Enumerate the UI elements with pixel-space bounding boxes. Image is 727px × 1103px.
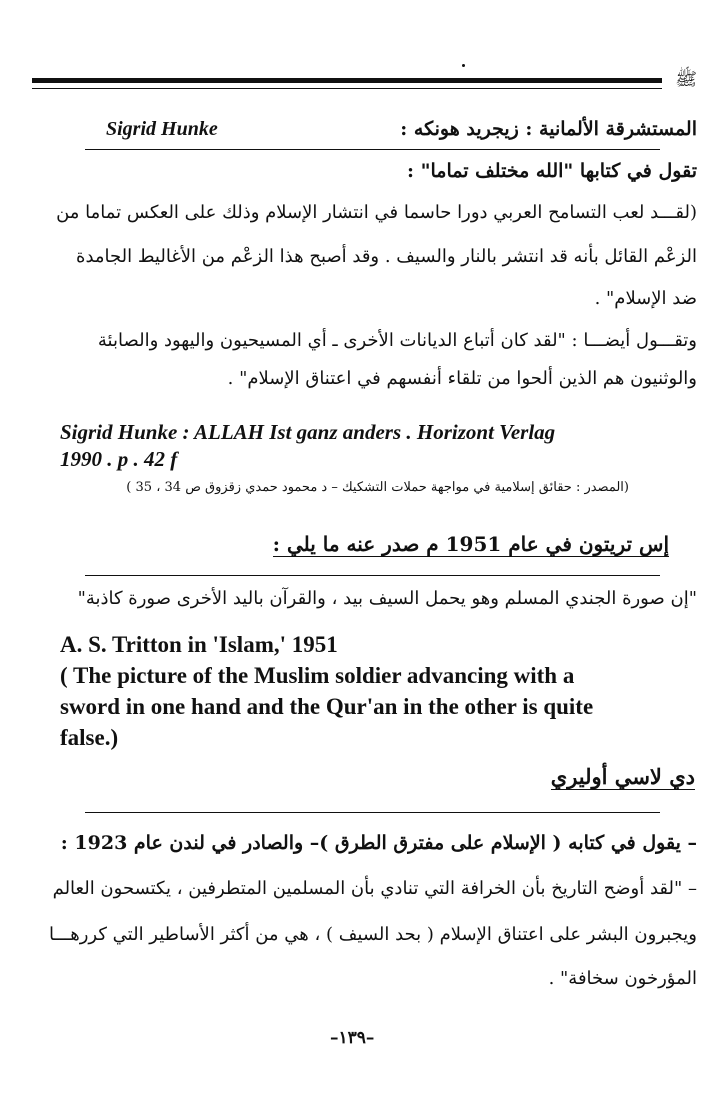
hunke-title-rule [85,149,660,150]
hunke-author-latin: Sigrid Hunke [106,118,218,140]
hunke-para1-line1: (لقـــد لعب التسامح العربي دورا حاسما في انتشار الإسلام وذلك على العكس تماما من [56,202,697,223]
tritton-rule [85,575,660,576]
header-dot [462,64,465,67]
hunke-title: المستشرقة الألمانية : زيجريد هونكه : [400,118,697,140]
page-number: –١٣٩– [330,1028,375,1048]
olieri-intro: – يقول في كتابه ( الإسلام على مفترق الطرق )– والصادر في لندن عام 1923 : [60,832,697,854]
hunke-para1-line3: ضد الإسلام" . [594,288,697,309]
header-rule-thick [32,78,662,83]
tritton-quote-ar: "إن صورة الجندي المسلم وهو يحمل السيف بيد ، والقرآن باليد الأخرى صورة كاذبة" [77,588,697,609]
hunke-para2-line2: والوثنيون هم الذين ألحوا من تلقاء أنفسهم في اعتناق الإسلام" . [227,368,697,389]
olieri-line3: المؤرخون سخافة" . [548,968,697,989]
salutation-emblem: ﷺ [675,69,697,90]
olieri-line1: – "لقد أوضح التاريخ بأن الخرافة التي تنادي بأن المسلمين المتطرفين ، يكتسحون العالم [52,878,697,899]
olieri-line2: ويجبرون البشر على اعتناق الإسلام ( بحد السيف ) ، هي من أكثر الأساطير التي كررهـــا [48,924,697,945]
hunke-source: (المصدر : حقائق إسلامية في مواجهة حملات التشكيك – د محمود حمدي زقزوق ص 34 ، 35 ) [126,480,629,495]
hunke-ref-line1: Sigrid Hunke : ALLAH Ist ganz anders . Horizont Verlag [60,420,556,444]
tritton-ref-en: A. S. Tritton in 'Islam,' 1951 [60,632,338,657]
olieri-title: دي لاسي أوليري [550,764,695,789]
header-rule-thin [32,88,662,89]
hunke-para1-line2: الزعْم القائل بأنه قد انتشر بالنار والسيف . وقد أصبح هذا الزعْم من الأغاليط الجامدة [76,246,697,267]
tritton-en-line3: false.) [60,725,119,750]
tritton-en-line1: ( The picture of the Muslim soldier advancing with a [60,663,575,688]
hunke-intro: تقول في كتابها "الله مختلف تماما" : [406,160,697,182]
tritton-en-line2: sword in one hand and the Qur'an in the other is quite [60,694,594,719]
hunke-ref-line2: 1990 . p . 42 f [60,447,178,471]
tritton-title: إس تريتون في عام 1951 م صدر عنه ما يلي : [272,532,669,556]
olieri-rule [85,812,660,813]
hunke-para2-line1: وتقـــول أيضـــا : "لقد كان أتباع الديانات الأخرى ـ أي المسيحيون واليهود والصابئة [97,330,697,351]
